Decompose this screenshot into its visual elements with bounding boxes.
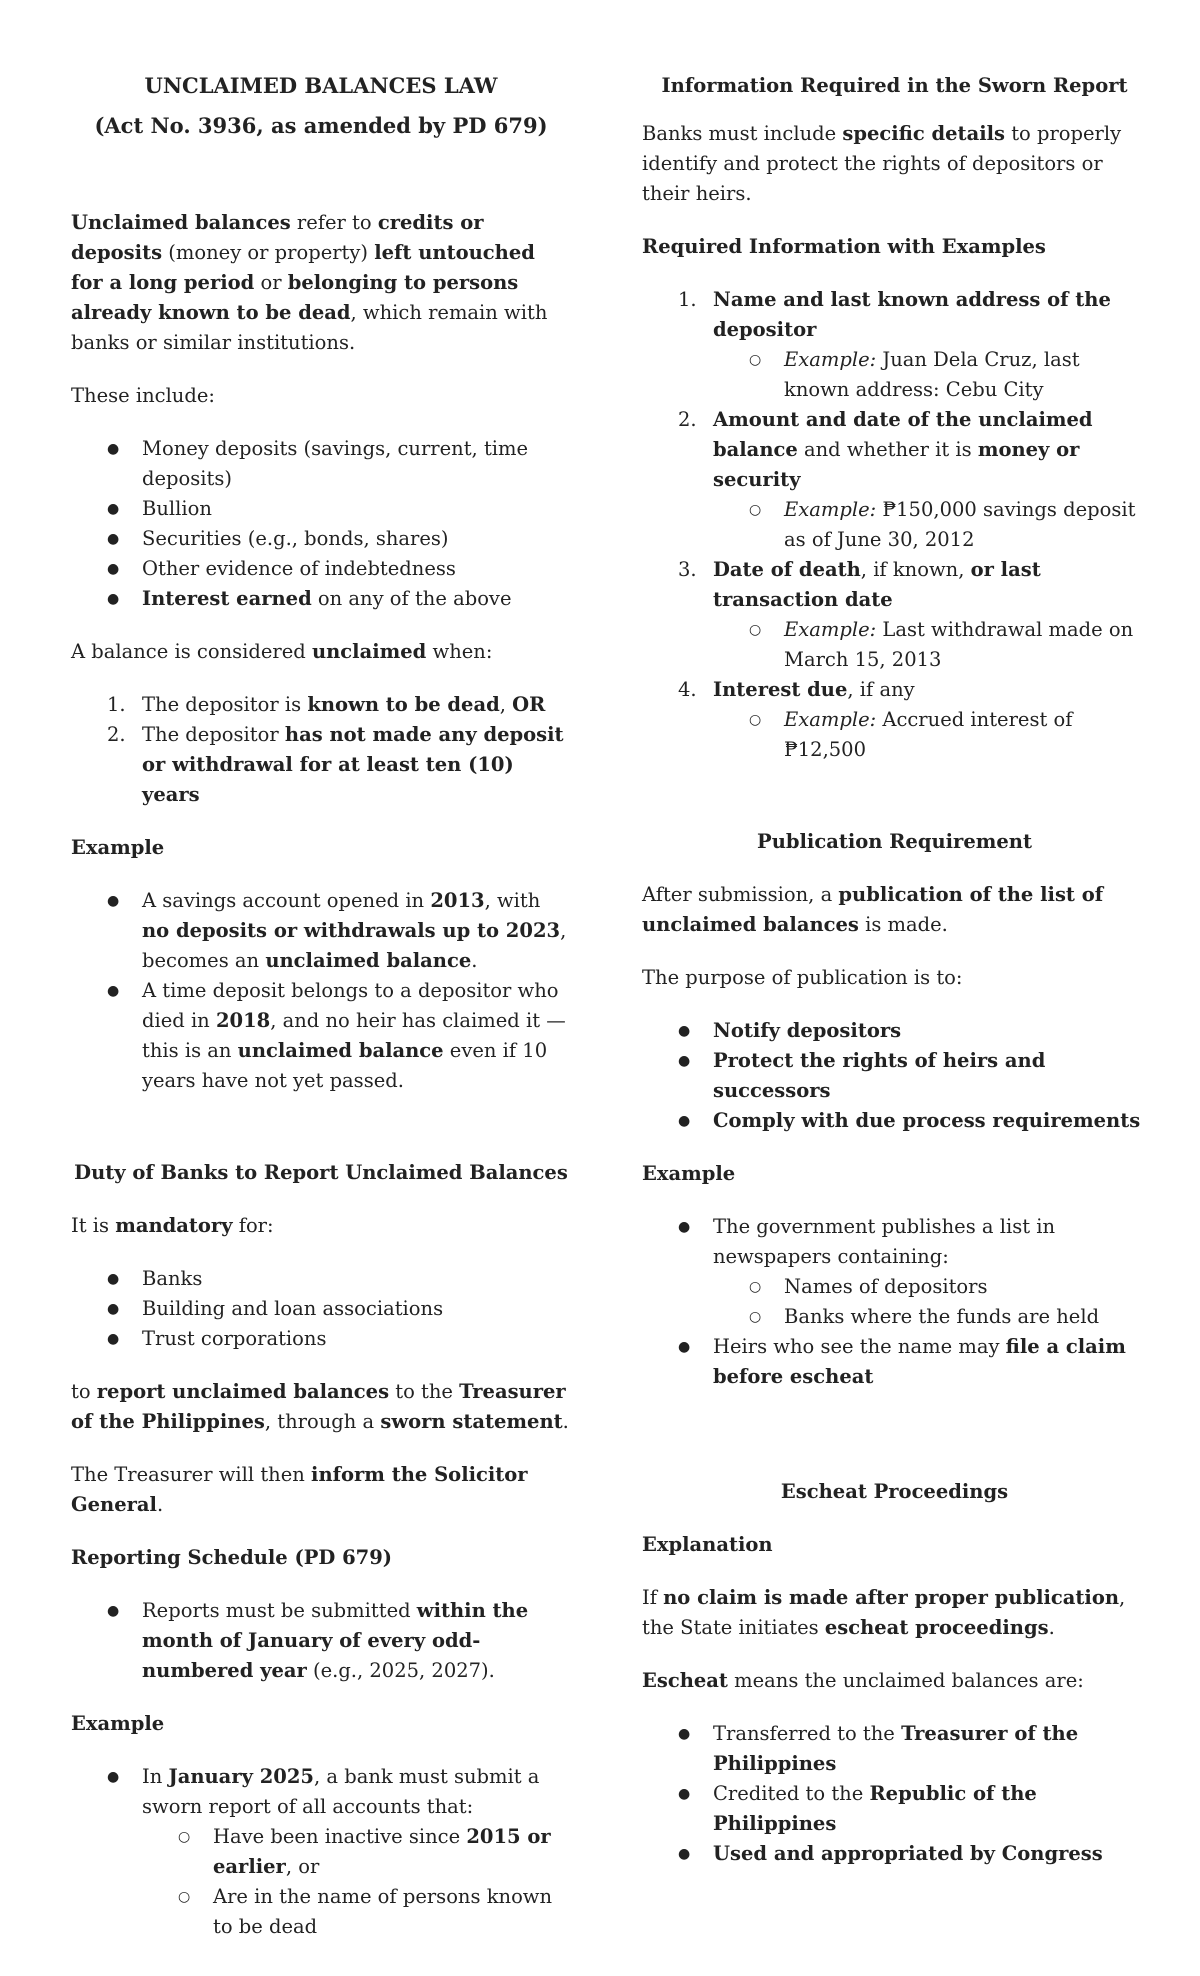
escheat-item: ● Transferred to the Treasurer of the Philippines	[642, 1719, 1147, 1779]
entity-item: ● Banks	[71, 1264, 571, 1294]
entities-list	[71, 1264, 571, 1354]
condition-item: 1. The depositor is known to be dead, OR	[71, 690, 571, 720]
include-list	[71, 434, 571, 614]
january-example-list	[71, 1762, 571, 1942]
schedule-list	[71, 1596, 571, 1686]
required-info-example: ○ Example: Accrued interest of ₱12,500	[713, 705, 1147, 765]
entity-item: ● Trust corporations	[71, 1324, 571, 1354]
include-list-item: ● Money deposits (savings, current, time deposits)	[71, 434, 571, 494]
considered-text: A balance is considered unclaimed when:	[71, 640, 493, 663]
publication-section-title: Publication Requirement	[757, 830, 1032, 853]
required-info-example-list	[713, 345, 1147, 405]
publication-example-text: The government publishes a list in newspapers containing:	[713, 1215, 1056, 1268]
left-column	[71, 66, 571, 1942]
january-example-text: In January 2025, a bank must submit a sworn report of all accounts that:	[142, 1765, 540, 1818]
purpose-item: ● Comply with due process requirements	[642, 1106, 1147, 1136]
document-title: UNCLAIMED BALANCES LAW	[144, 73, 498, 98]
list-number: 2.	[107, 723, 126, 746]
publication-example-subitem: ○ Names of depositors	[713, 1272, 1147, 1302]
publication-example-sublist	[713, 1272, 1147, 1332]
info-section-title: Information Required in the Sworn Report	[661, 74, 1128, 97]
include-list-item: ● Other evidence of indebtedness	[71, 554, 571, 584]
required-info-example-list	[713, 495, 1147, 555]
required-info-item	[642, 405, 1147, 555]
january-example-subitem: ○ Have been inactive since 2015 or earlier, or	[142, 1822, 571, 1882]
publication-intro: After submission, a publication of the list of unclaimed balances is made.	[642, 883, 1104, 936]
include-list-item: ● Securities (e.g., bonds, shares)	[71, 524, 571, 554]
escheat-section-title: Escheat Proceedings	[780, 1480, 1009, 1503]
required-info-text: Date of death, if known, or last transaction date	[713, 558, 1041, 611]
duty-section-title: Duty of Banks to Report Unclaimed Balances	[74, 1161, 568, 1184]
january-example-subitem: ○ Are in the name of persons known to be dead	[142, 1882, 571, 1942]
required-info-item	[642, 555, 1147, 675]
list-number: 4.	[678, 678, 697, 701]
required-info-text: Interest due, if any	[713, 678, 915, 701]
schedule-heading: Reporting Schedule (PD 679)	[71, 1546, 393, 1569]
publication-example-list	[642, 1212, 1147, 1392]
purpose-item: ● Notify depositors	[642, 1016, 1147, 1046]
example-heading: Example	[71, 1712, 165, 1735]
conditions-list	[71, 690, 571, 810]
document-subtitle: (Act No. 3936, as amended by PD 679)	[94, 113, 548, 138]
purpose-list	[642, 1016, 1147, 1136]
treasurer-text: The Treasurer will then inform the Solicitor General.	[71, 1463, 528, 1516]
required-info-example-list	[713, 705, 1147, 765]
info-intro-paragraph: Banks must include specific details to properly identify and protect the rights of depositors or their heirs.	[642, 122, 1122, 205]
required-info-text: Amount and date of the unclaimed balance and whether it is money or security	[713, 408, 1093, 491]
list-number: 3.	[678, 558, 697, 581]
required-info-text: Name and last known address of the depositor	[713, 288, 1111, 341]
condition-item: 2. The depositor has not made any deposit or withdrawal for at least ten (10) years	[71, 720, 571, 810]
mandatory-text: It is mandatory for:	[71, 1214, 274, 1237]
required-info-example: ○ Example: ₱150,000 savings deposit as of June 30, 2012	[713, 495, 1147, 555]
list-number: 2.	[678, 408, 697, 431]
escheat-intro: If no claim is made after proper publication, the State initiates escheat proceedings.	[642, 1586, 1126, 1639]
january-example-item	[71, 1762, 571, 1942]
required-info-example: ○ Example: Juan Dela Cruz, last known address: Cebu City	[713, 345, 1147, 405]
list-number: 1.	[107, 693, 126, 716]
publication-example-item	[642, 1212, 1147, 1332]
right-column	[642, 66, 1147, 1869]
example-item: ● A time deposit belongs to a depositor who died in 2018, and no heir has claimed it — this is an unclaimed balance even if 10 years have not yet passed.	[71, 976, 571, 1096]
include-list-item: ● Interest earned on any of the above	[71, 584, 571, 614]
escheat-list	[642, 1719, 1147, 1869]
heirs-claim-item: ● Heirs who see the name may file a claim before escheat	[642, 1332, 1147, 1392]
example-heading: Example	[642, 1162, 736, 1185]
required-info-example-list	[713, 615, 1147, 675]
these-include-text: These include:	[71, 384, 215, 407]
explanation-heading: Explanation	[642, 1533, 773, 1556]
escheat-item: ● Used and appropriated by Congress	[642, 1839, 1147, 1869]
list-number: 1.	[678, 288, 697, 311]
include-list-item: ● Bullion	[71, 494, 571, 524]
entity-item: ● Building and loan associations	[71, 1294, 571, 1324]
report-to-text: to report unclaimed balances to the Treasurer of the Philippines, through a sworn statement.	[71, 1380, 569, 1433]
escheat-item: ● Credited to the Republic of the Philippines	[642, 1779, 1147, 1839]
required-info-item	[642, 675, 1147, 765]
january-example-sublist	[142, 1822, 571, 1942]
purpose-text: The purpose of publication is to:	[642, 966, 963, 989]
examples-list	[71, 886, 571, 1096]
required-info-list	[642, 285, 1147, 765]
required-info-item	[642, 285, 1147, 405]
escheat-means-text: Escheat means the unclaimed balances are:	[642, 1669, 1084, 1692]
required-info-example: ○ Example: Last withdrawal made on March 15, 2013	[713, 615, 1147, 675]
required-heading: Required Information with Examples	[642, 235, 1046, 258]
example-item: ● A savings account opened in 2013, with no deposits or withdrawals up to 2023, becomes an unclaimed balance.	[71, 886, 571, 976]
schedule-item: ● Reports must be submitted within the month of January of every odd-numbered year (e.g., 2025, 2027).	[71, 1596, 571, 1686]
example-heading: Example	[71, 836, 165, 859]
definition-paragraph: Unclaimed balances refer to credits or deposits (money or property) left untouched for a long period or belonging to persons already known to be dead, which remain with banks or similar institutions.	[71, 211, 548, 354]
purpose-item: ● Protect the rights of heirs and successors	[642, 1046, 1147, 1106]
publication-example-subitem: ○ Banks where the funds are held	[713, 1302, 1147, 1332]
